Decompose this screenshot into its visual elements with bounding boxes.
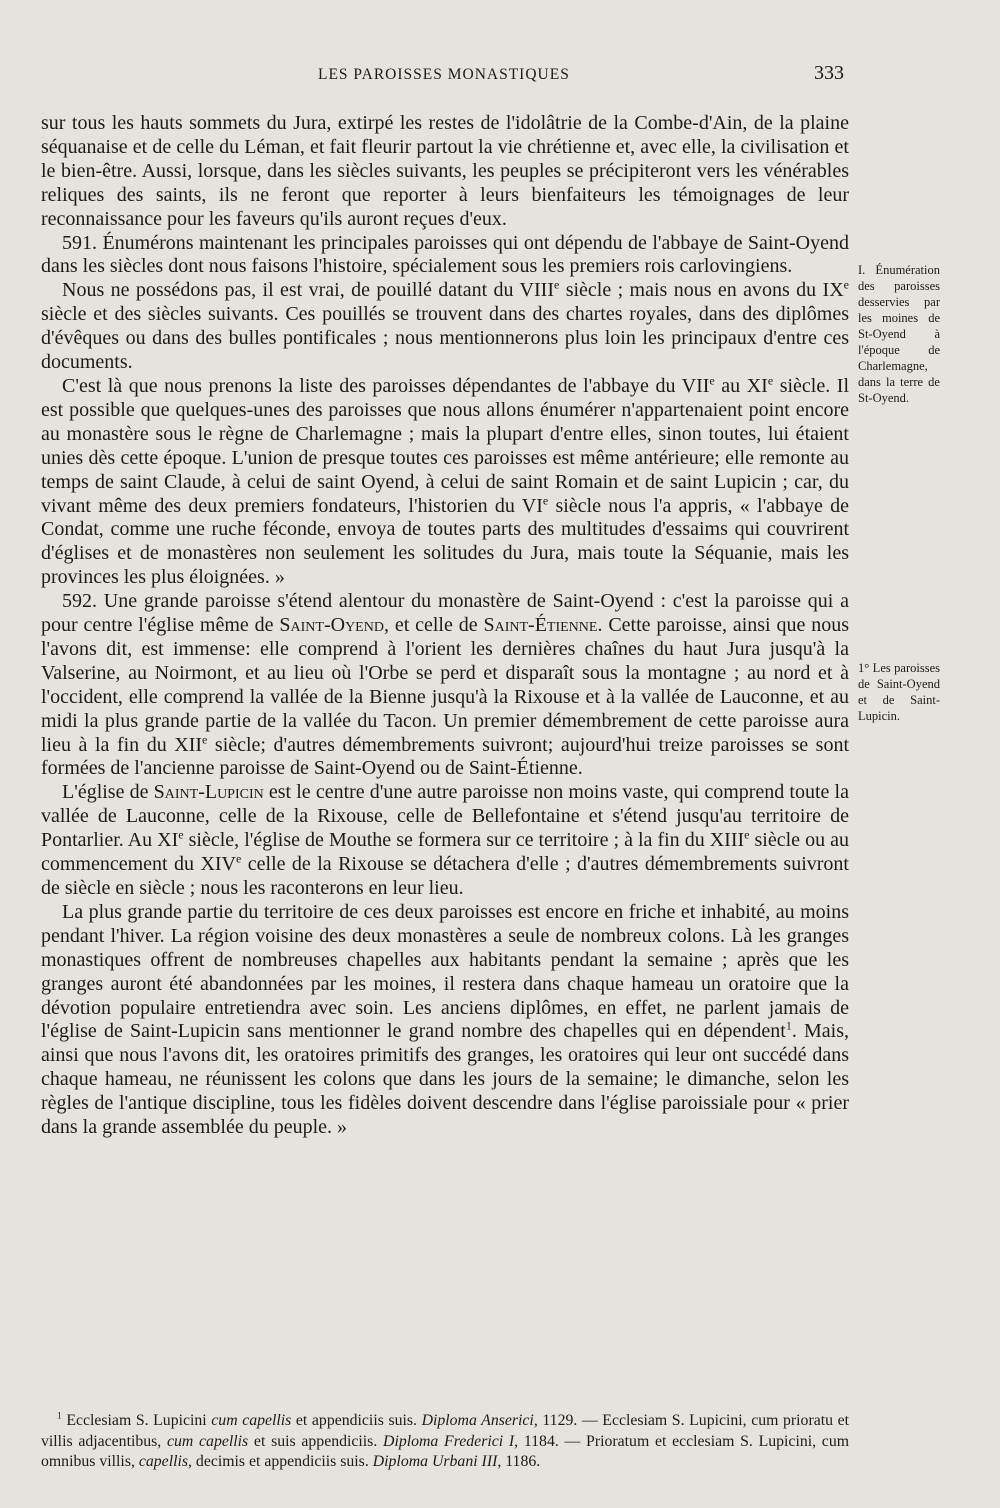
page-number: 333	[814, 62, 844, 84]
margin-note-1: I. Énumération des paroisses desservies par les moines de St-Oyend à l'époque de Charlemagne, dans la terre de St-Oyend.	[858, 263, 940, 405]
paragraph-7: La plus grande partie du territoire de ces deux paroisses est encore en friche et inhabité, au moins pendant l'hiver. La région voisine des deux monastères a seule de nombreux colons. Là les granges monastiques offrent de nombreuses chapelles aux habitants pendant la semaine ; après que les granges auront été abandonnées par les moines, il restera dans chaque hameau un oratoire que la dévotion populaire entretiendra avec soin. Les anciens diplômes, en effet, ne parlent jamais de l'église de Saint-Lupicin sans mentionner le grand nombre des chapelles qui en dépendent$^1$. Mais, ainsi que nous l'avons dit, les oratoires primitifs des granges, les oratoires qui leur ont succédé dans chaque hameau, ne réunissent les colons que dans les jours de la semaine; le dimanche, selon les règles de l'antique discipline, tous les fidèles doivent descendre dans l'église paroissiale pour « prier dans la grande assemblée du peuple. »	[41, 900, 850, 1139]
paragraph-6: L'église de Saint-Lupicin est le centre d'une autre paroisse non moins vaste, qui comprend toute la vallée de Lauconne, celle de la Rixouse, celle de Bellefontaine et s'étend jusqu'au territoire de Pontarlier. Au XIe siècle, l'église de Mouthe se formera sur ce territoire ; à la fin du XIIIe siècle ou au commencement du XIVe celle de la Rixouse se détachera d'elle ; d'autres démembrements suivront de siècle en siècle ; nous les raconterons en leur lieu.	[41, 781, 849, 899]
paragraph-591: 591. Énumérons maintenant les principales paroisses qui ont dépendu de l'abbaye de Saint-Oyend dans les siècles dont nous faisons l'histoire, spécialement sous les premiers rois carlovingiens.	[41, 231, 849, 278]
margin-note-2: 1° Les paroisses de Saint-Oyend et de Saint-Lupicin.	[858, 661, 940, 723]
paragraph-3: Nous ne possédons pas, il est vrai, de pouillé datant du VIIIe siècle ; mais nous en avons du IXe siècle et des siècles suivants. Ces pouillés se trouvent dans des chartes royales, dans des diplômes d'évêques ou dans des bulles pontificales ; nous mentionnerons plus loin les principaux d'entre ces documents.	[41, 277, 849, 374]
footnote-1: $^1$ Ecclesiam S. Lupicini cum capellis et appendiciis suis. Diploma Anserici, 1129. — Ecclesiam S. Lupicini, cum prioratu et villis adjacentibus, cum capellis et suis appendiciis. Diploma Frederici I, 1184. — Prioratum et ecclesiam S. Lupicini, cum omnibus villis, capellis, decimis et appendiciis suis. Diploma Urbani III, 1186.	[41, 1411, 850, 1470]
paragraph-1: sur tous les hauts sommets du Jura, extirpé les restes de l'idolâtrie de la Combe-d'Ain, de la plaine séquanaise et de celle du Léman, et fait fleurir partout la vie chrétienne et, avec elle, la civilisation et le bien-être. Aussi, lorsque, dans les siècles suivants, les peuples se précipiteront vers les vénérables reliques des saints, ils ne feront que reporter à leurs bienfaiteurs les témoignages de leur reconnaissance pour les faveurs qu'ils auront reçues d'eux.	[41, 112, 849, 230]
body-text	[41, 112, 849, 1140]
footnote-ref: 1	[785, 1018, 792, 1033]
footnotes	[41, 1411, 849, 1473]
paragraph-592: 592. Une grande paroisse s'étend alentour du monastère de Saint-Oyend : c'est la paroisse qui a pour centre l'église même de Saint-Oyend, et celle de Saint-Étienne. Cette paroisse, ainsi que nous l'avons dit, est immense: elle comprend à l'orient les dernières chaînes du haut Jura jusqu'à la Valserine, au Noirmont, et au lieu où l'Orbe se perd et disparaît sous la montagne ; au nord et à l'occident, elle comprend la vallée de la Bienne jusqu'à la Rixouse et à la vallée de Lauconne, et au midi la plus grande partie de la vallée du Tacon. Un premier démembrement de cette paroisse aura lieu à la fin du XIIe siècle; d'autres démembrements suivront; aujourd'hui treize paroisses se sont formées de l'ancienne paroisse de Saint-Oyend ou de Saint-Étienne.	[41, 590, 850, 780]
paragraph-4: C'est là que nous prenons la liste des paroisses dépendantes de l'abbaye du VIIe au XIe siècle. Il est possible que quelques-unes des paroisses que nous allons énumérer n'appartenaient point encore au monastère sous le règne de Charlemagne ; mais la plupart d'entre elles, sinon toutes, lui étaient unies dès cette époque. L'union de presque toutes ces paroisses est même antérieure; elle remonte au temps de saint Claude, à celui de saint Oyend, à celui de saint Romain et de saint Lupicin ; car, du vivant même des deux premiers fondateurs, l'historien du VIe siècle nous l'a appris, « l'abbaye de Condat, comme une ruche féconde, envoya de toutes parts des multitudes d'essaims qui couvrirent d'églises et de monastères non seulement les solitudes du Jura, mais toute la Séquanie, mais les provinces les plus éloignées. »	[41, 373, 850, 589]
running-header: LES PAROISSES MONASTIQUES	[318, 66, 570, 83]
